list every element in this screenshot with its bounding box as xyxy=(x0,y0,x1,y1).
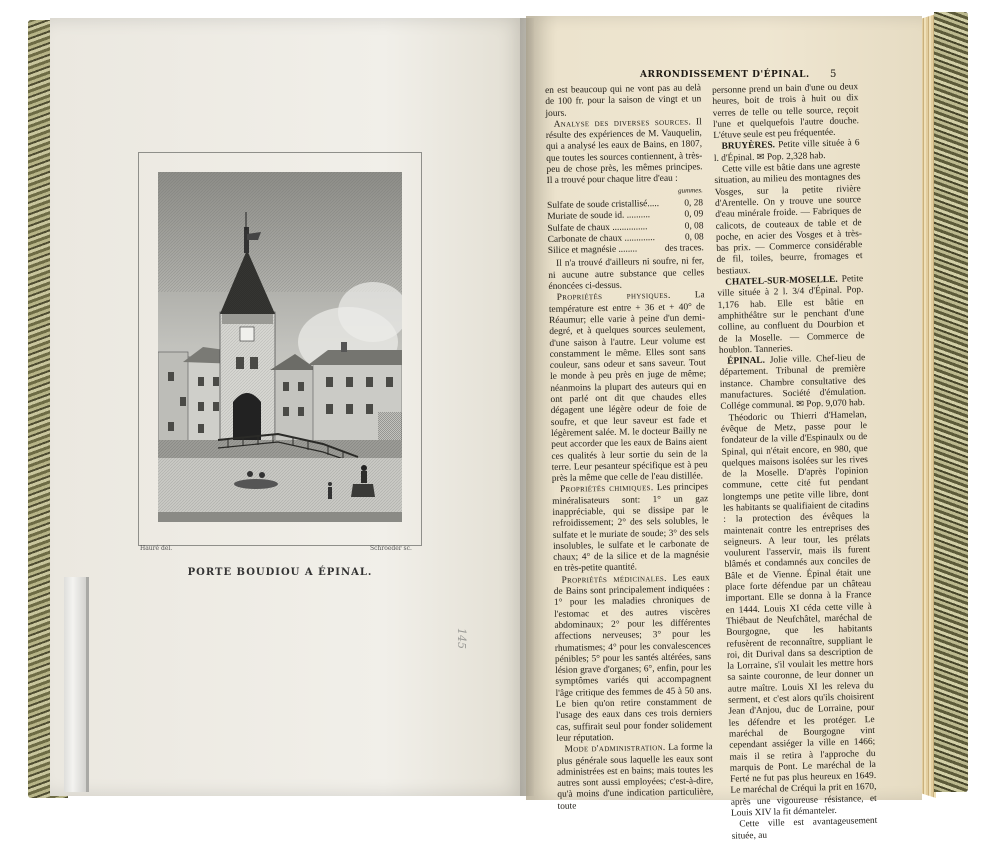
table-value: 0, 28 xyxy=(684,198,704,209)
page-number: 5 xyxy=(830,69,837,80)
analyse-text: Il résulte des expériences de M. Vauquelin, qui a analysé les eaux de Bains, en 1807, que toutes les sources contiennent, à très-peu de chose près, les mêmes principes. Il a trouvé pour chaque litre d'eau : xyxy=(545,117,703,187)
table-item: Sulfate de chaux ............... xyxy=(547,221,648,234)
section-label-administration: Mode d'administration. xyxy=(564,743,666,755)
medicinales-text: Les eaux de Bains sont principalement indiquées : 1° pour les maladies chroniques de l'estomac et des autres viscères abdominaux; 2° pour les différentes affections nerveuses; 3° pour les rhumatismes; 4° pour les convalescences pénibles; 5° pour les santés altérées, sans lésion grave d'organes; 6°, enfin, pour les symptômes variés qui accompagnent l'âge critique des femmes de 45 à 50 ans. Le bien qu'on retire constamment de l'usage des eaux dans ces trois derniers cas, suffirait seul pour fonder solidement leur réputation. xyxy=(553,572,713,744)
paragraph-intro: en est beaucoup qui ne vont pas au delà de 100 fr. pour la saison de vingt et un jours. xyxy=(545,83,702,119)
section-label-medicinales: Propriétés médicinales. xyxy=(561,573,667,586)
section-label-analyse: Analyse des diverses sources. xyxy=(553,117,692,130)
table-value: 0, 08 xyxy=(684,232,704,243)
epinal-text: Jolie ville. Chef-lieu de département. Tribunal de première instance. Chambre consultative des manufactures. Société d'émulation. Collége communal. ✉ Pop. 9,070 hab. xyxy=(719,353,867,413)
book-gutter xyxy=(520,18,534,796)
table-row xyxy=(548,243,704,257)
engraving-porte-boudiou xyxy=(158,172,402,522)
table-value: des traces. xyxy=(664,243,704,255)
engraving-credit-engraver: Schroeder sc. xyxy=(370,545,412,552)
paragraph-chimiques xyxy=(552,483,710,576)
paragraph-bruyeres-desc: Cette ville est bâtie dans une agreste situation, au milieu des montagnes des Vosges, sur la petite rivière d'Arentelle. On y trouve une source d'eau minérale froide. — Fabriques de calicots, de couteaux de table et de poche, en acier des Vosges et à très-bas prix. — Commerce considérable de fil, toiles, beurre, fromages et bestiaux. xyxy=(714,161,863,277)
entry-title-epinal: ÉPINAL. xyxy=(727,355,766,367)
entry-epinal xyxy=(719,353,866,413)
entry-title-bruyeres: BRUYÈRES. xyxy=(721,140,776,153)
table-value: 0, 08 xyxy=(684,220,704,232)
paragraph-analyse xyxy=(546,117,703,187)
tissue-tab xyxy=(64,577,86,792)
marbled-cover-right xyxy=(934,12,968,792)
paragraph-after-table: Il n'a trouvé d'ailleurs ni soufre, ni fer, ni aucune autre substance que celles énoncées ci-dessus. xyxy=(548,256,705,293)
physiques-text: La température est entre + 36 et + 40° de Réaumur; elle varie à peine d'un demi-degré, et à quelques sources seulement, d'une saison à l'autre. Leur volume est constamment le même. Elles sont sans couleur, sans odeur et sans saveur. Tout le monde à peu près en juge de même; néanmoins la plupart des auteurs qui en ont parlé ont dit que chaudes elles dégagent une légère odeur de foie de soufre, et que leur saveur est fade et légèrement salée. M. le docteur Bailly ne peut accorder que les eaux de Bains aient ces qualités à leur sortie du sein de la terre. Leur pesanteur spécifique est à peu près la même que celle de l'eau distillée. xyxy=(548,290,708,485)
section-label-physiques: Propriétés physiques. xyxy=(556,291,671,304)
analysis-table xyxy=(547,198,704,257)
paragraph-medicinales xyxy=(554,573,713,745)
chimiques-text: Les principes minéralisateurs sont: 1° un gaz inappréciable, qui se dissipe par le refroidissement; 2° des sels solubles, le sulfate et le muriate de soude; 3° des sels insolubles, le sulfate et le carbonate de chaux; 4° de la silice et de la magnésie en très-petite quantité. xyxy=(552,482,710,575)
paragraph-administration xyxy=(557,742,714,812)
tissue-tab-edge xyxy=(86,577,89,792)
entry-title-chatel: CHATEL-SUR-MOSELLE. xyxy=(725,274,838,288)
paragraph-closing: Cette ville est avantageusement située, au xyxy=(731,816,878,842)
paragraph-epinal-history: Théodoric ou Thierri d'Hamelan, évêque de Metz, passe pour le fondateur de la ville d'Espinaulx ou de Spinal, qui n'était encore, en 980, que quelques maisons isolées sur les rives de la Moselle. D'après l'opinion commune, cette cité fut pendant longtemps une petite ville libre, dont les habitants se qualifiaient de citadins : la protection des évêques la maintenait contre les entreprises des seigneurs. A leur tour, les prélats voulurent l'asservir, mais ils furent blâmés et condamnés aux conciles de Bâle et de Vienne. Épinal était une place forte défendue par un château important. Elle se donna à la France en 1444. Louis XI céda cette ville à Thiébaut de Neufchâtel, maréchal de Bourgogne, que les habitants refusèrent de reconnaître, suppliant le roi, dit Durival dans sa description de la Lorraine, s'il voulait les mettre hors sa sainte couronne, de leur donner un autre maître. Louis XI les releva du serment, et c'est alors qu'ils choisirent Jean d'Anjou, duc de Lorraine, pour les défendre et les protéger. Le maréchal de Bourgogne vint cependant assiéger la ville en 1466; mais il se retira à l'approche du marquis de Pont. Le maréchal de la Ferté ne fut pas plus heureux en 1649. Le maréchal de Créqui la prit en 1670, après une vigoureuse résistance, et Louis XIV la fit démanteler. xyxy=(720,409,877,819)
paragraph-physiques xyxy=(549,291,708,486)
section-label-chimiques: Propriétés chimiques. xyxy=(559,483,654,496)
entry-chatel xyxy=(717,274,865,357)
administration-text: La forme la plus générale sous laquelle les eaux sont administrées est en bains; mais toutes les autres sont aussi employées; c'est-à-dire, qu'à moins d'une indication particulière, toute xyxy=(556,742,714,812)
table-item: Sulfate de soude cristallisé..... xyxy=(547,198,660,211)
table-item: Silice et magnésie ........ xyxy=(547,244,638,257)
engraving-caption: PORTE BOUDIOU A ÉPINAL. xyxy=(187,567,373,578)
running-head: ARRONDISSEMENT D'ÉPINAL. xyxy=(640,70,810,80)
chatel-text: Petite ville située à 2 l. 3/4 d'Épinal. Pop. 1,176 hab. Elle est bâtie en amphithéâtre sur le penchant d'une colline, au confluent du Dourbion et de la Moselle. — Commerce de houblon. Tanneries. xyxy=(717,274,865,356)
pencil-annotation: 145 xyxy=(455,628,468,649)
table-item: Muriate de soude id. .......... xyxy=(547,210,651,223)
table-item: Carbonate de chaux ............. xyxy=(547,232,656,245)
unit-label: gummes. xyxy=(678,185,703,195)
paragraph-continued: personne prend un bain d'une ou deux heures, boit de trois à huit ou dix verres de telle ou telle source, reçoit l'une et quelquefois l'autre douche. L'étuve seule est peu fréquentée. xyxy=(712,82,860,142)
text-column-right xyxy=(712,82,878,842)
engraving-credit-draftsman: Hauré del. xyxy=(140,545,173,552)
table-value: 0, 09 xyxy=(684,209,704,220)
text-column-left xyxy=(545,83,714,813)
bruyeres-text: Petite ville située à 6 l. d'Épinal. ✉ Pop. 2,328 hab. xyxy=(713,138,860,164)
